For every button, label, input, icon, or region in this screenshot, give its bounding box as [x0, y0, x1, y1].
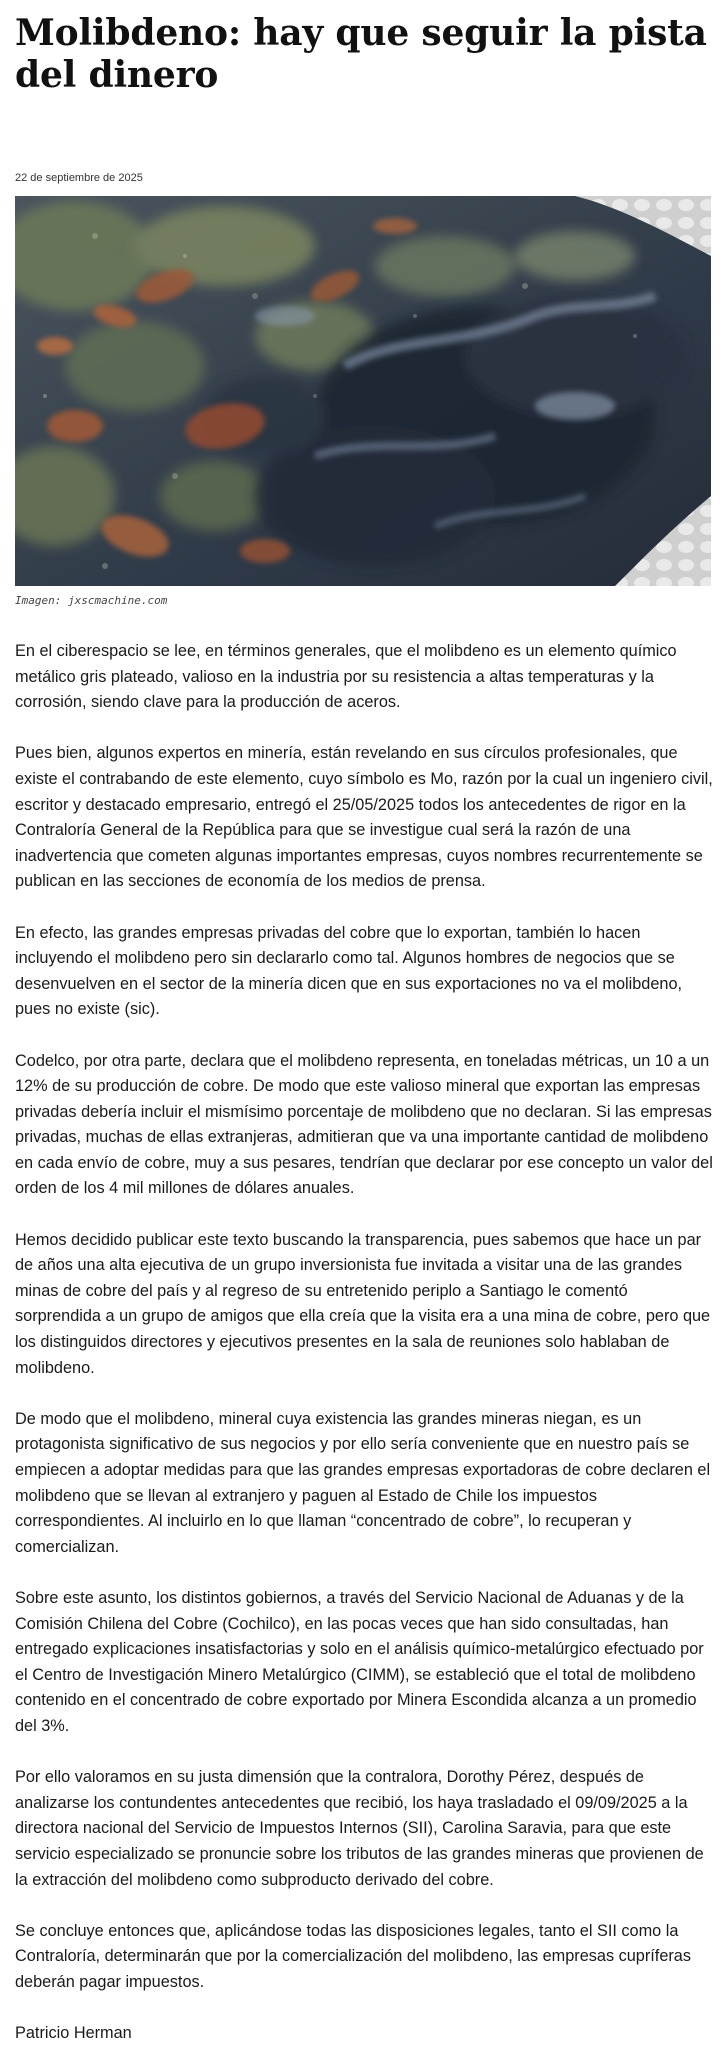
paragraph: En efecto, las grandes empresas privadas del cobre que lo exportan, también lo hacen incluyendo el molibdeno pero sin declararlo como tal. Algunos hombres de negocios que se desenvuelven en el sector de la minería dicen que en sus exportaciones no va el molibdeno, pues no existe (sic).: [15, 923, 683, 1019]
publish-date: 22 de septiembre de 2025: [15, 172, 143, 184]
image-caption: Imagen: jxscmachine.com: [15, 594, 168, 607]
article: [15, 0, 713, 2043]
paragraph: Pues bien, algunos expertos en minería, están revelando en sus círculos profesionales, que existe el contrabando de este elemento, cuyo símbolo es Mo, razón por la cual un ingeniero civil, escritor y destacado empresario, entregó el 25/05/2025 todos los antecedentes de rigor en la Contraloría General de la República para que se investigue cual será la razón de una inadvertencia que cometen algunas importantes empresas, cuyos nombres recurrentemente se publican en las secciones de economía de los medios de prensa.: [15, 744, 713, 891]
paragraph: Por ello valoramos en su justa dimensión que la contralora, Dorothy Pérez, después de analizarse los contundentes antecedentes que recibió, los haya trasladado el 09/09/2025 a la directora nacional del Servicio de Impuestos Internos (SII), Carolina Saravia, para que este servicio especializado se pronuncie sobre los tributos de las grandes mineras que provienen de la extracción del molibdeno como subproducto derivado del cobre.: [15, 1768, 704, 1889]
paragraph: De modo que el molibdeno, mineral cuya existencia las grandes mineras niegan, es un protagonista significativo de sus negocios y por ello sería conveniente que en nuestro país se empiecen a adoptar medidas para que las grandes empresas exportadoras de cobre declaren el molibdeno que se llevan al extranjero y paguen al Estado de Chile los impuestos correspondientes. Al incluirlo en lo que llaman “concentrado de cobre”, lo recuperan y comercializan.: [15, 1409, 711, 1556]
paragraph: Codelco, por otra parte, declara que el molibdeno representa, en toneladas métricas, un 10 a un 12% de su producción de cobre. De modo que este valioso mineral que exportan las empresas privadas debería incluir el mismísimo porcentaje de molibdeno que no declaran. Si las empresas privadas, muchas de ellas extranjeras, admitieran que va una importante cantidad de molibdeno en cada envío de cobre, muy a sus pesares, tendrían que declarar por ese concepto un valor del orden de los 4 mil millones de dólares anuales.: [15, 1051, 713, 1198]
author-name: Patricio Herman: [15, 2024, 132, 2043]
paragraph: Se concluye entonces que, aplicándose todas las disposiciones legales, tanto el SII como la Contraloría, determinarán que por la comercialización del molibdeno, las empresas cupríferas deberán pagar impuestos.: [15, 1921, 692, 1991]
paragraph: En el ciberespacio se lee, en términos generales, que el molibdeno es un elemento químico metálico gris plateado, valioso en la industria por su resistencia a altas temperaturas y la corrosión, siendo clave para la producción de aceros.: [15, 642, 677, 712]
paragraph: Hemos decidido publicar este texto buscando la transparencia, pues sabemos que hace un par de años una alta ejecutiva de un grupo inversionista fue invitada a visitar una de las grandes minas de cobre del país y al regreso de su entretenido periplo a Santiago le comentó sorprendida a un grupo de amigos que ella creía que la visita era a una mina de cobre, pero que los distinguidos directores y ejecutivos presentes en la sala de reuniones solo hablaban de molibdeno.: [15, 1230, 711, 1377]
paragraph: Sobre este asunto, los distintos gobiernos, a través del Servicio Nacional de Aduanas y de la Comisión Chilena del Cobre (Cochilco), en las pocas veces que han sido consultadas, han entregado explicaciones insatisfactorias y solo en el análisis químico-metalúrgico efectuado por el Centro de Investigación Minero Metalúrgico (CIMM), se estableció que el total de molibdeno contenido en el concentrado de cobre exportado por Minera Escondida alcanza a un promedio del 3%.: [15, 1588, 704, 1735]
article-image-molybdenum-rock: [15, 196, 711, 586]
article-title: Molibdeno: hay que seguir la pista del dinero: [15, 12, 707, 96]
article-body: [15, 639, 715, 2072]
